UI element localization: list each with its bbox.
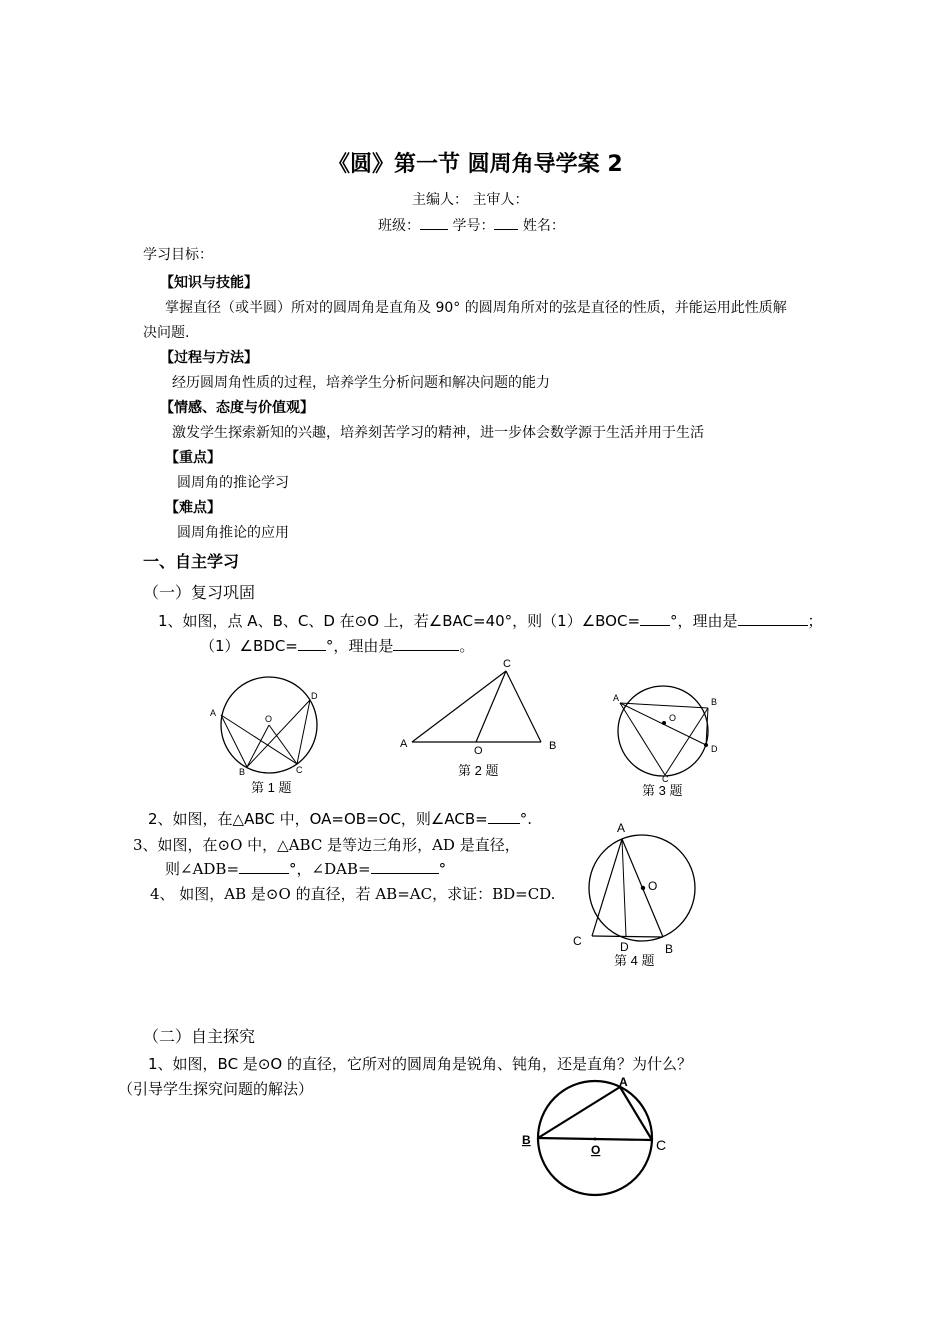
fig1-label-d: D: [311, 691, 318, 701]
fig3-label-a: A: [613, 693, 620, 703]
section1-subheading: （一）复习巩固: [143, 583, 256, 602]
q2-text-a: 2、如图，在△ABC 中，OA=OB=OC，则∠ACB=: [148, 810, 488, 828]
key-text: 圆周角的推论学习: [177, 475, 289, 491]
objectives-heading: 学习目标：: [143, 247, 213, 263]
fig3-label-b: B: [711, 697, 718, 707]
fig4-label-d: D: [620, 940, 629, 954]
fig4-line-cb: [592, 936, 663, 937]
q3-answer-adb[interactable]: [239, 858, 289, 874]
process-heading: 【过程与方法】: [160, 350, 258, 366]
section1-heading: 一、自主学习: [143, 552, 240, 571]
q1-text-d: （1）∠BDC=: [200, 637, 298, 655]
q2-answer-acb[interactable]: [488, 808, 520, 824]
fig4-line-ac: [592, 839, 622, 936]
q3-text-b: 则∠ADB=: [165, 860, 240, 878]
figure-3: [605, 685, 730, 800]
difficulty-heading: 【难点】: [165, 500, 221, 516]
number-blank[interactable]: [494, 215, 518, 230]
figure-1: [200, 670, 340, 800]
fig3-circle: [618, 686, 708, 776]
editors-line: 主编人： 主审人：: [412, 192, 529, 208]
q1-text-e: °，理由是: [325, 637, 394, 655]
fig2-label-b: B: [549, 740, 557, 752]
knowledge-text-2: 决问题.: [143, 325, 190, 341]
number-label: 学号：: [452, 218, 495, 234]
fig2-line-ac: [412, 671, 506, 742]
fig1-line-db: [247, 700, 310, 767]
section2-subheading: （二）自主探究: [143, 1027, 256, 1046]
class-label: 班级：: [378, 218, 420, 234]
section2-question-1: 1、如图，BC 是⊙O 的直径，它所对的圆周角是锐角、钝角，还是直角？为什么？: [148, 1055, 692, 1073]
fig4-label-c: C: [573, 934, 582, 948]
emotion-text: 激发学生探索新知的兴趣，培养刻苦学习的精神，进一步体会数学源于生活并用于生活: [172, 425, 704, 441]
fig1-caption: 第 1 题: [251, 780, 292, 795]
process-text: 经历圆周角性质的过程，培养学生分析问题和解决问题的能力: [172, 375, 550, 391]
knowledge-text-1: 掌握直径（或半圆）所对的圆周角是直角及 90° 的圆周角所对的弦是直径的性质，并能运用此性质解: [165, 300, 787, 316]
fig3-center-dot: [662, 721, 666, 725]
q3-answer-dab[interactable]: [371, 858, 439, 874]
fig3-d-dot: [704, 743, 708, 747]
fig1-label-b: B: [239, 767, 246, 777]
question-3-line1: 3、如图，在⊙O 中，△ABC 是等边三角形，AD 是直径，: [133, 836, 520, 854]
fig3-label-d: D: [711, 744, 718, 754]
question-1-line2: [200, 635, 474, 656]
question-2: [148, 808, 532, 829]
difficulty-text: 圆周角推论的应用: [177, 525, 289, 541]
q1-text-c: ；: [807, 612, 823, 630]
fig1-label-a: A: [210, 708, 217, 718]
fig3-caption: 第 3 题: [642, 783, 683, 798]
q3-text-d: °: [438, 860, 447, 878]
fig1-label-c: C: [296, 765, 303, 775]
fig3-label-o: O: [669, 713, 677, 723]
fig5-label-a: A: [619, 1075, 628, 1089]
student-info-line: [378, 215, 565, 235]
fig4-label-b: B: [665, 942, 674, 956]
fig3-label-c: C: [662, 774, 669, 784]
fig2-caption: 第 2 题: [458, 763, 499, 778]
q2-text-b: °.: [519, 810, 532, 828]
fig2-label-c: C: [503, 658, 511, 670]
fig4-center-dot: [641, 886, 645, 890]
fig4-label-a: A: [617, 821, 626, 835]
q1-reason-2[interactable]: [393, 635, 459, 651]
fig4-line-ad: [622, 839, 626, 936]
fig1-label-o: O: [265, 714, 273, 724]
question-4: 4、 如图，AB 是⊙O 的直径，若 AB=AC，求证：BD=CD.: [150, 885, 556, 903]
emotion-heading: 【情感、态度与价值观】: [160, 400, 314, 416]
fig5-label-b: B: [522, 1133, 531, 1147]
fig4-caption: 第 4 题: [614, 953, 655, 968]
fig1-line-oc: [269, 725, 297, 764]
question-3-line2: [165, 858, 446, 879]
q1-answer-boc[interactable]: [640, 610, 670, 626]
figure-2: [395, 655, 565, 780]
figure-4: [565, 815, 710, 975]
q1-text-f: 。: [459, 637, 475, 655]
fig2-line-bc: [506, 671, 541, 742]
q1-text-a: 1、如图，点 A、B、C、D 在⊙O 上，若∠BAC=40°，则（1）∠BOC=: [158, 612, 641, 630]
q1-answer-bdc[interactable]: [298, 635, 326, 651]
fig5-label-c: C: [656, 1137, 667, 1153]
fig5-line-ba: [538, 1087, 620, 1138]
key-heading: 【重点】: [165, 450, 221, 466]
q1-reason-1[interactable]: [738, 610, 808, 626]
fig5-label-o: O: [591, 1143, 601, 1157]
class-blank[interactable]: [420, 215, 448, 230]
fig3-line-ab: [620, 703, 708, 708]
fig1-line-ob: [247, 725, 269, 767]
name-label: 姓名：: [522, 218, 565, 234]
knowledge-heading: 【知识与技能】: [160, 275, 258, 291]
figure-5: [515, 1072, 675, 1202]
question-1-line1: [158, 610, 823, 631]
fig4-label-o: O: [648, 879, 658, 893]
section2-hint: （引导学生探究问题的解法）: [118, 1080, 314, 1098]
q3-text-c: °，∠DAB=: [289, 860, 371, 878]
q1-text-b: °，理由是: [670, 612, 738, 630]
page-title: 《圆》第一节 圆周角导学案 2: [328, 152, 623, 177]
fig1-line-dc: [297, 700, 310, 764]
fig2-label-a: A: [400, 738, 408, 750]
fig2-label-o: O: [474, 745, 483, 757]
fig5-center-dot: [594, 1138, 597, 1141]
